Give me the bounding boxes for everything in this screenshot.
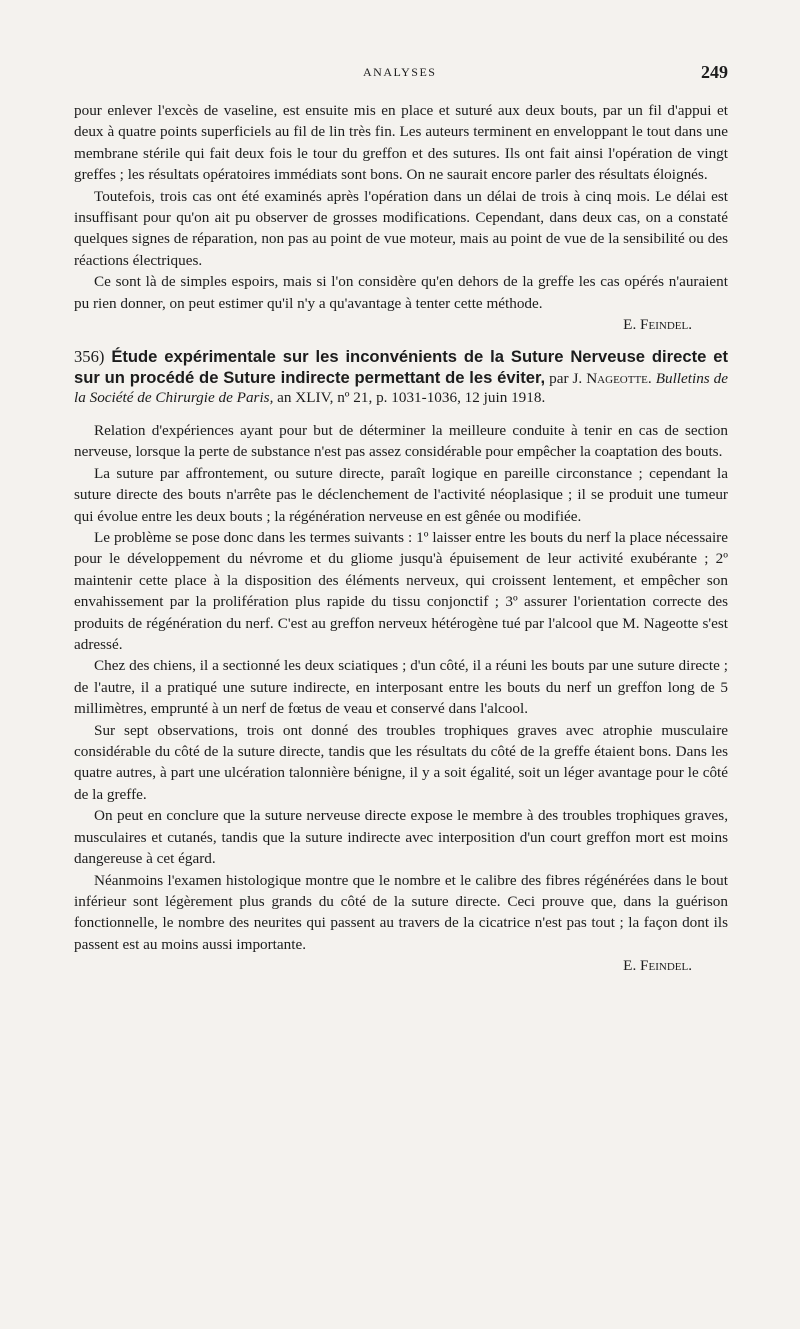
running-title: ANALYSES bbox=[363, 65, 437, 79]
signature-line bbox=[74, 955, 728, 976]
paragraph: On peut en conclure que la suture nerveuse directe expose le membre à des troubles trophiques graves, musculaires et cutanés, tandis que la suture indirecte avec interposition d'un court greffon mort est moins dangereuse à cet égard. bbox=[74, 807, 728, 868]
entry-title: Étude expérimentale sur les inconvénients de la Suture Nerveuse directe et sur un procédé de Suture indirecte permettant de les éviter, bbox=[74, 347, 728, 387]
bibliographic-entry bbox=[74, 347, 728, 408]
entry-details: an XLIV, nº 21, p. 1031-1036, 12 juin 1918. bbox=[277, 389, 546, 407]
page-header bbox=[0, 62, 800, 84]
reviewer-signature: E. Feindel. bbox=[623, 316, 692, 334]
page-number: 249 bbox=[701, 62, 728, 82]
paragraph: Chez des chiens, il a sectionné les deux sciatiques ; d'un côté, il a réuni les bouts par une suture directe ; de l'autre, il a pratiqué une suture indirecte, en interposant entre les bouts du nerf un greffon long de 5 millimètres, emprunté à un nerf de fœtus de veau et conservé dans l'alcool. bbox=[74, 657, 728, 718]
entry-by: par J. bbox=[549, 369, 583, 387]
paragraph-text: Néanmoins l'examen histologique montre que le nombre et le calibre des fibres régénérées dans le bout inférieur sont légèrement plus grands du côté de la suture directe. Ceci prouve que, dans la guérison fonctionnelle, le nombre des neurites qui passent au travers de la cicatrice n'est pas tout ; la façon dont ils passent est au moins aussi importante. bbox=[74, 871, 728, 953]
paragraph-last bbox=[74, 870, 728, 956]
signature-line bbox=[74, 314, 728, 335]
review bbox=[74, 420, 728, 977]
entry-journal: Bulletins de la Société de Chirurgie de Paris, bbox=[74, 369, 729, 407]
paragraph-text: Ce sont là de simples espoirs, mais si l'on considère qu'en dehors de la greffe les cas opérés n'auraient pu rien donner, on peut estimer qu'il n'y a qu'avantage à tenter cette méthode. bbox=[74, 273, 728, 312]
paragraph: Toutefois, trois cas ont été examinés après l'opération dans un délai de trois à cinq mois. Le délai est insuffisant pour qu'on ait pu observer de grosses modifications. Cependant, dans deux cas, on a constaté quelques signes de réparation, non pas au point de vue moteur, mais au point de vue de la sensibilité ou des réactions électriques. bbox=[74, 187, 728, 269]
entry-author: Nageotte. bbox=[586, 369, 652, 387]
paragraph: pour enlever l'excès de vaseline, est ensuite mis en place et suturé aux deux bouts, par un fil d'appui et deux à quatre points superficiels au fil de lin très fin. Les auteurs terminent en enveloppant le tout dans une membrane stérile qui fait deux fois le tour du greffon et des sutures. Ils ont fait ainsi l'opération de vingt greffes ; les résultats opératoires immédiats sont bons. On ne saurait encore parler des résultats éloignés. bbox=[74, 102, 728, 184]
entry-number: 356) bbox=[74, 347, 105, 367]
paragraph-last bbox=[74, 271, 728, 314]
previous-review bbox=[74, 100, 728, 335]
page-body bbox=[74, 100, 728, 977]
paragraph: La suture par affrontement, ou suture directe, paraît logique en pareille circonstance ; cependant la suture directe des bouts n'arrête pas le déclenchement de l'activité néoplasique ; il se produit une tumeur qui évolue entre les deux bouts ; la régénération nerveuse en est gênée ou modifiée. bbox=[74, 464, 728, 525]
reviewer-signature: E. Feindel. bbox=[623, 957, 692, 975]
paragraph: Le problème se pose donc dans les termes suivants : 1º laisser entre les bouts du nerf la place nécessaire pour le développement du névrome et du gliome jusqu'à épuisement de leur activité exubérante ; 2º maintenir cette place à la disposition des éléments nerveux, qui croissent lentement, et empêcher son envahissement par la prolifération plus rapide du tissu conjonctif ; 3º assurer l'orientation correcte des produits de régénération du nerf. C'est au greffon nerveux hétérogène tué par l'alcool que M. Nageotte s'est adressé. bbox=[74, 529, 728, 654]
paragraph: Relation d'expériences ayant pour but de déterminer la meilleure conduite à tenir en cas de section nerveuse, lorsque la perte de substance n'est pas assez considérable pour empêcher la coaptation des bouts. bbox=[74, 421, 728, 461]
paragraph: Sur sept observations, trois ont donné des troubles trophiques graves avec atrophie musculaire considérable du côté de la suture directe, tandis que les résultats du côté de la greffe étaient bons. Dans les quatre autres, à part une ulcération talonnière bénigne, il y a soit égalité, soit un léger avantage pour le côté de la greffe. bbox=[74, 721, 728, 803]
